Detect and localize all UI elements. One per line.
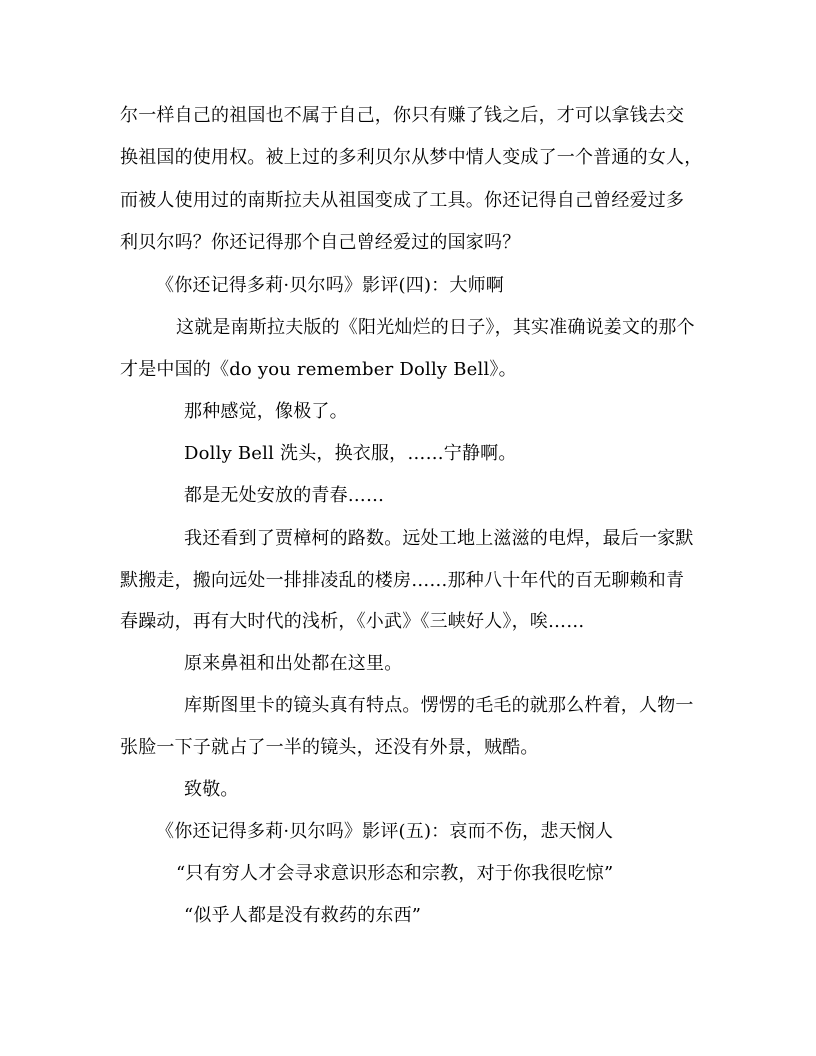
paragraph-line: 都是无处安放的青春…… <box>184 485 385 506</box>
paragraph-line: 换祖国的使用权。被上过的多利贝尔从梦中情人变成了一个普通的女人， <box>120 147 703 168</box>
paragraph-line: 那种感觉，像极了。 <box>184 401 348 422</box>
paragraph-line: “似乎人都是没有救药的东西” <box>184 905 422 926</box>
paragraph-line: 尔一样自己的祖国也不属于自己，你只有赚了钱之后，才可以拿钱去交 <box>120 105 685 126</box>
section-heading: 《你还记得多莉·贝尔吗》影评(四)：大师啊 <box>156 275 504 296</box>
paragraph-line: 原来鼻祖和出处都在这里。 <box>184 653 403 674</box>
paragraph-line: 默搬走，搬向远处一排排凌乱的楼房……那种八十年代的百无聊赖和青 <box>120 570 685 591</box>
paragraph-line: 而被人使用过的南斯拉夫从祖国变成了工具。你还记得自己曾经爱过多 <box>120 190 685 211</box>
paragraph-line: 才是中国的《do you remember Dolly Bell》。 <box>120 359 517 380</box>
paragraph-line: 张脸一下子就占了一半的镜头，还没有外景，贼酷。 <box>120 737 539 758</box>
paragraph-line: 利贝尔吗？你还记得那个自己曾经爱过的国家吗？ <box>120 232 521 253</box>
paragraph-line: 这就是南斯拉夫版的《阳光灿烂的日子》，其实准确说姜文的那个 <box>176 317 695 338</box>
paragraph-line: 库斯图里卡的镜头真有特点。愣愣的毛毛的就那么杵着，人物一 <box>184 695 694 716</box>
paragraph-line: 我还看到了贾樟柯的路数。远处工地上滋滋的电焊，最后一家默 <box>184 528 694 549</box>
paragraph-line: Dolly Bell 洗头，换衣服，……宁静啊。 <box>184 443 517 464</box>
paragraph-line: 春躁动，再有大时代的浅析，《小武》《三峡好人》，唉…… <box>120 611 585 632</box>
paragraph-line: 致敬。 <box>184 779 239 800</box>
section-heading: 《你还记得多莉·贝尔吗》影评(五)：哀而不伤，悲天悯人 <box>156 821 614 842</box>
paragraph-line: “只有穷人才会寻求意识形态和宗教，对于你我很吃惊” <box>176 863 614 884</box>
